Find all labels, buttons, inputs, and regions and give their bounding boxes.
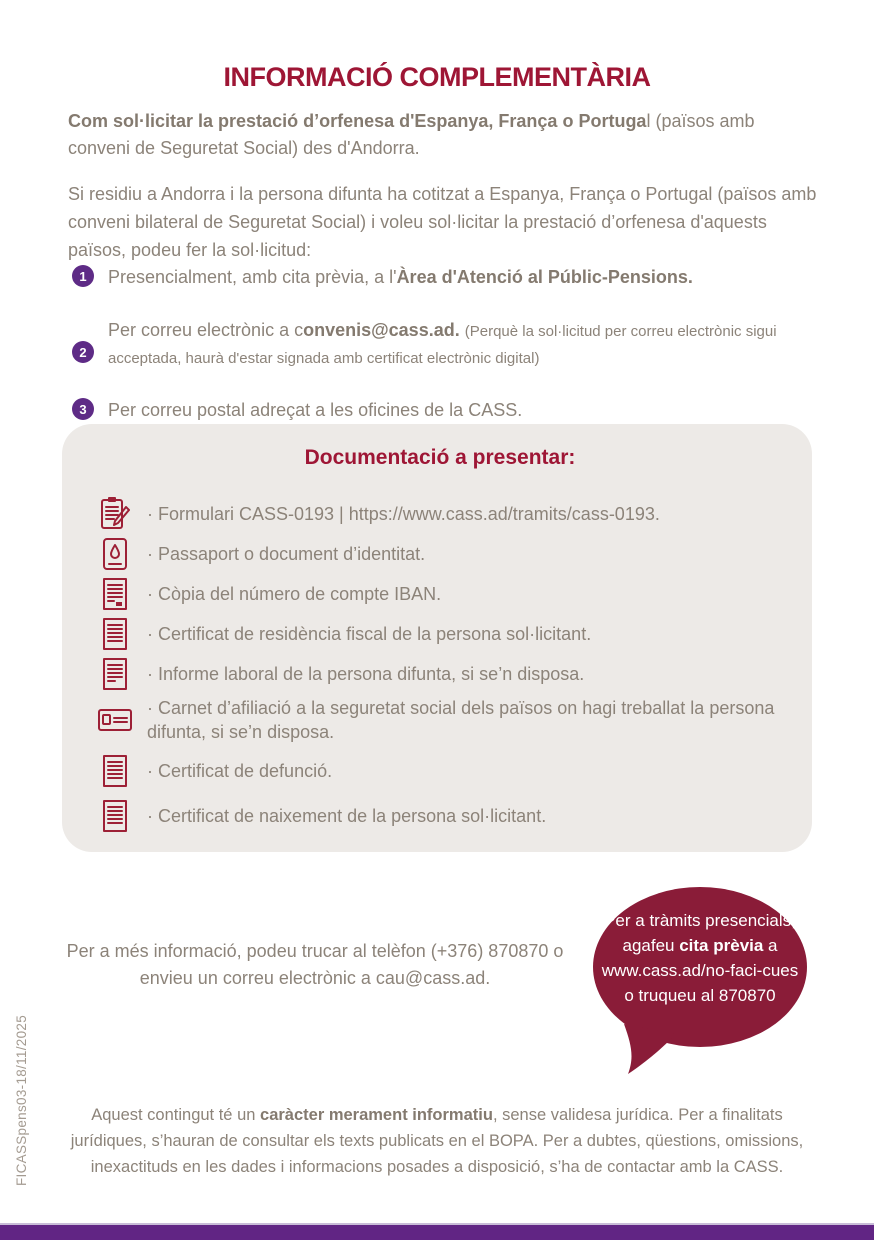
- docbox-items: [98, 470, 782, 834]
- step-2-text: [108, 317, 812, 371]
- step-2-regular: Per correu electrònic a c: [108, 320, 304, 340]
- document-lines-icon: [98, 576, 132, 612]
- document-reference-label: FICASSpens03-18/11/2025: [14, 1014, 29, 1186]
- disclaimer-bold: caràcter merament informatiu: [260, 1106, 493, 1124]
- bubble-line-1: Per a tràmits presencials,: [604, 911, 796, 930]
- doc-item-text: · Carnet d’afiliació a la seguretat social dels països on hagi treballat la persona difunta, si se’n disposa.: [147, 698, 775, 742]
- doc-item-text[interactable]: · Formulari CASS-0193 | https://www.cass.ad/tramits/cass-0193.: [147, 504, 660, 524]
- contact-info: [40, 938, 590, 992]
- bubble-line-2: agafeu cita prèvia a: [622, 936, 778, 955]
- bubble-line-4: o truqueu al 870870: [624, 986, 776, 1005]
- contact-line-phone: Per a més informació, podeu trucar al telèfon (+376) 870870 o: [66, 941, 564, 961]
- passport-icon: [98, 536, 132, 572]
- step-3-number-badge: 3: [72, 398, 94, 420]
- documentation-box: [62, 424, 812, 852]
- document-lines-icon: [98, 753, 132, 789]
- no-faci-cues-url[interactable]: www.cass.ad/no-faci-cues: [601, 961, 799, 980]
- doc-item-text: · Certificat de defunció.: [147, 761, 333, 781]
- body-paragraph: Si residiu a Andorra i la persona difunta ha cotitzat a Espanya, França o Portugal (països amb conveni bilateral de Seguretat Social) i voleu sol·licitar la prestació d’orfenesa d'aquests països, podeu fer la sol·licitud:: [68, 184, 817, 260]
- step-3-text: Per correu postal adreçat a les oficines de la CASS.: [108, 400, 523, 420]
- step-1-text: [108, 264, 693, 291]
- doc-item-informe: [98, 656, 782, 692]
- doc-item-residencia: [98, 616, 782, 652]
- doc-item-text: · Certificat de residència fiscal de la persona sol·licitant.: [147, 624, 592, 644]
- step-1-regular: Presencialment, amb cita prèvia, a l': [108, 267, 397, 287]
- convenis-email-link[interactable]: onvenis@cass.ad.: [303, 320, 460, 340]
- step-1-bold: Àrea d'Atenció al Públic-Pensions.: [396, 267, 693, 287]
- document-lines-icon: [98, 616, 132, 652]
- doc-item-passaport: [98, 536, 782, 572]
- intro-bold-text: Com sol·licitar la prestació d’orfenesa d'Espanya, França o Portuga: [68, 111, 647, 131]
- page-title: INFORMACIÓ COMPLEMENTÀRIA: [223, 62, 651, 92]
- doc-item-defuncio: [98, 753, 782, 789]
- legal-disclaimer: Aquest contingut té un caràcter merament informatiu, sense validesa jurídica. Per a finalitats jurídiques, s’hauran de consultar els texts publicats en el BOPA. Per a dubtes, qüestions, omissions, inexactituds en les dades i informacions posades a disposició, s’ha de contactar amb la CASS.: [70, 1106, 804, 1176]
- doc-item-text: · Còpia del número de compte IBAN.: [147, 584, 442, 604]
- intro-regular-text: l (països amb conveni de Seguretat Social) des d'Andorra.: [68, 111, 755, 158]
- step-email: [72, 317, 812, 371]
- doc-item-text: · Passaport o document d’identitat.: [147, 544, 426, 564]
- docbox-heading: Documentació a presentar:: [304, 446, 576, 469]
- document-lines-icon: [98, 798, 132, 834]
- steps-list: [72, 264, 812, 450]
- footer-bar: [0, 1223, 874, 1240]
- step-2-note: (Perquè la sol·licitud per correu electrònic sigui acceptada, haurà d'estar signada amb certificat electrònic digital): [108, 323, 777, 367]
- speech-bubble-text: [594, 908, 806, 1008]
- doc-item-naixement: [98, 798, 782, 834]
- step-1-number-badge: 1: [72, 265, 94, 287]
- document-lines-icon: [98, 656, 132, 692]
- step-postal: [72, 397, 812, 424]
- doc-item-text: · Certificat de naixement de la persona sol·licitant.: [147, 806, 547, 826]
- step-presencial: [72, 264, 812, 291]
- step-2-number-badge: 2: [72, 341, 94, 363]
- doc-item-formulari: [98, 496, 782, 532]
- doc-item-iban: [98, 576, 782, 612]
- card-icon: [98, 702, 132, 738]
- doc-item-carnet: [98, 696, 782, 744]
- intro-paragraph: [68, 108, 816, 162]
- cita-previa-bold: cita prèvia: [679, 936, 764, 955]
- contact-line-email[interactable]: envieu un correu electrònic a cau@cass.ad.: [139, 968, 491, 988]
- doc-item-text: · Informe laboral de la persona difunta, si se’n disposa.: [147, 664, 585, 684]
- form-clipboard-pencil-icon: [98, 496, 132, 532]
- cita-previa-speech-bubble: [586, 884, 814, 1080]
